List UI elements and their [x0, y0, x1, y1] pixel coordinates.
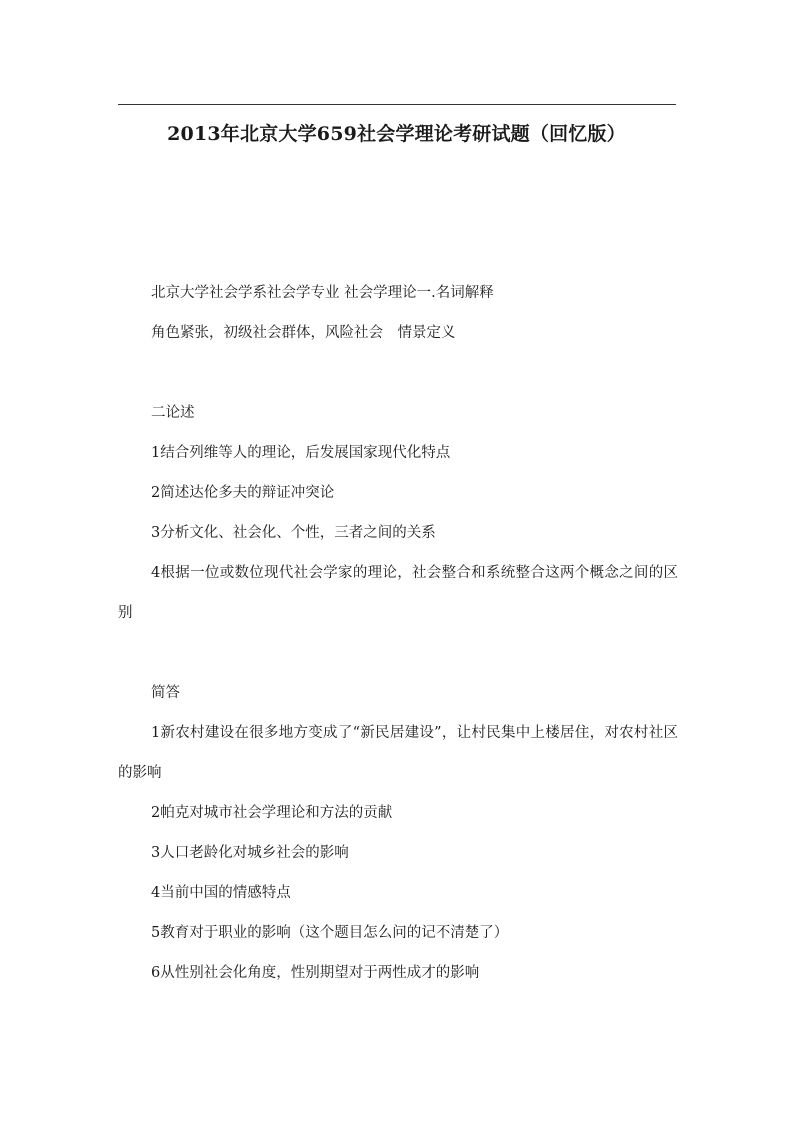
list-item: 5教育对于职业的影响（这个题目怎么问的记不清楚了）: [151, 925, 509, 941]
list-item: 6从性别社会化角度，性别期望对于两性成才的影响: [151, 965, 480, 981]
terms-line: 角色紧张，初级社会群体，风险社会 情景定义: [151, 325, 456, 341]
header-rule: [118, 104, 676, 105]
list-item: 4当前中国的情感特点: [151, 885, 291, 901]
list-item: 1结合列维等人的理论，后发展国家现代化特点: [151, 445, 451, 461]
intro-line: 北京大学社会学系社会学专业 社会学理论一.名词解释: [151, 285, 494, 301]
list-item: 3分析文化、社会化、个性，三者之间的关系: [151, 525, 436, 541]
section-two-heading: 二论述: [151, 405, 195, 421]
list-item: 4根据一位或数位现代社会学家的理论，社会整合和系统整合这两个概念之间的区别: [118, 565, 678, 621]
list-item: 1新农村建设在很多地方变成了“新民居建设”，让村民集中上楼居住，对农村社区的影响: [118, 725, 678, 781]
list-item: 3人口老龄化对城乡社会的影响: [151, 845, 349, 861]
list-item: 2帕克对城市社会学理论和方法的贡献: [151, 805, 393, 821]
list-item: 2简述达伦多夫的辩证冲突论: [151, 485, 335, 501]
section-three-heading: 简答: [151, 685, 180, 701]
page-title: 2013年北京大学659社会学理论考研试题（回忆版）: [167, 123, 626, 145]
